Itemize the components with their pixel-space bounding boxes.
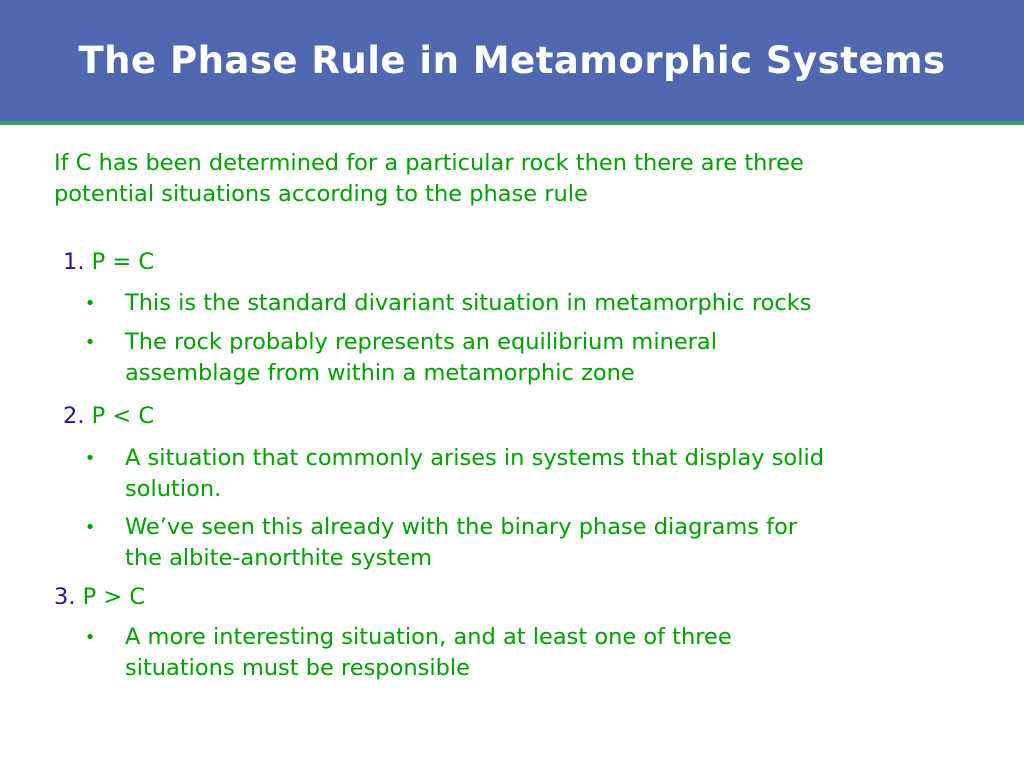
bullet-glyph: • [84,332,96,353]
intro-line-1: If C has been determined for a particular rock then there are three [54,150,804,176]
list-item-3-heading [54,582,145,613]
bullet-text-line-1: A more interesting situation, and at least one of three [125,624,732,650]
list-item-3-label: P > C [82,584,146,610]
bullet-text-line-1: A situation that commonly arises in systems that display solid [125,445,824,471]
bullet-glyph: • [84,517,96,538]
bullet-text-line-2: the albite-anorthite system [125,545,432,571]
list-item-3-number: 3. [54,584,76,610]
bullet-glyph: • [84,627,96,648]
slide-title: The Phase Rule in Metamorphic Systems [78,39,946,82]
bullet-text-line-1: We’ve seen this already with the binary phase diagrams for [125,514,798,540]
bullet-text-line-2: situations must be responsible [125,655,470,681]
bullet-text: This is the standard divariant situation in metamorphic rocks [125,290,812,316]
bullet-text-line-1: The rock probably represents an equilibrium mineral [125,329,717,355]
list-item-2-heading [63,401,154,432]
list-item-2-label: P < C [91,403,155,429]
list-item-1-label: P = C [91,249,155,275]
intro-line-2: potential situations according to the phase rule [54,181,588,207]
bullet-glyph: • [84,448,96,469]
list-item-1-number: 1. [63,249,85,275]
list-item-2-number: 2. [63,403,85,429]
bullet-glyph: • [84,293,96,314]
bullet-text-line-2: solution. [125,476,222,502]
list-item-1-heading [63,247,154,278]
bullet-text-line-2: assemblage from within a metamorphic zone [125,360,635,386]
